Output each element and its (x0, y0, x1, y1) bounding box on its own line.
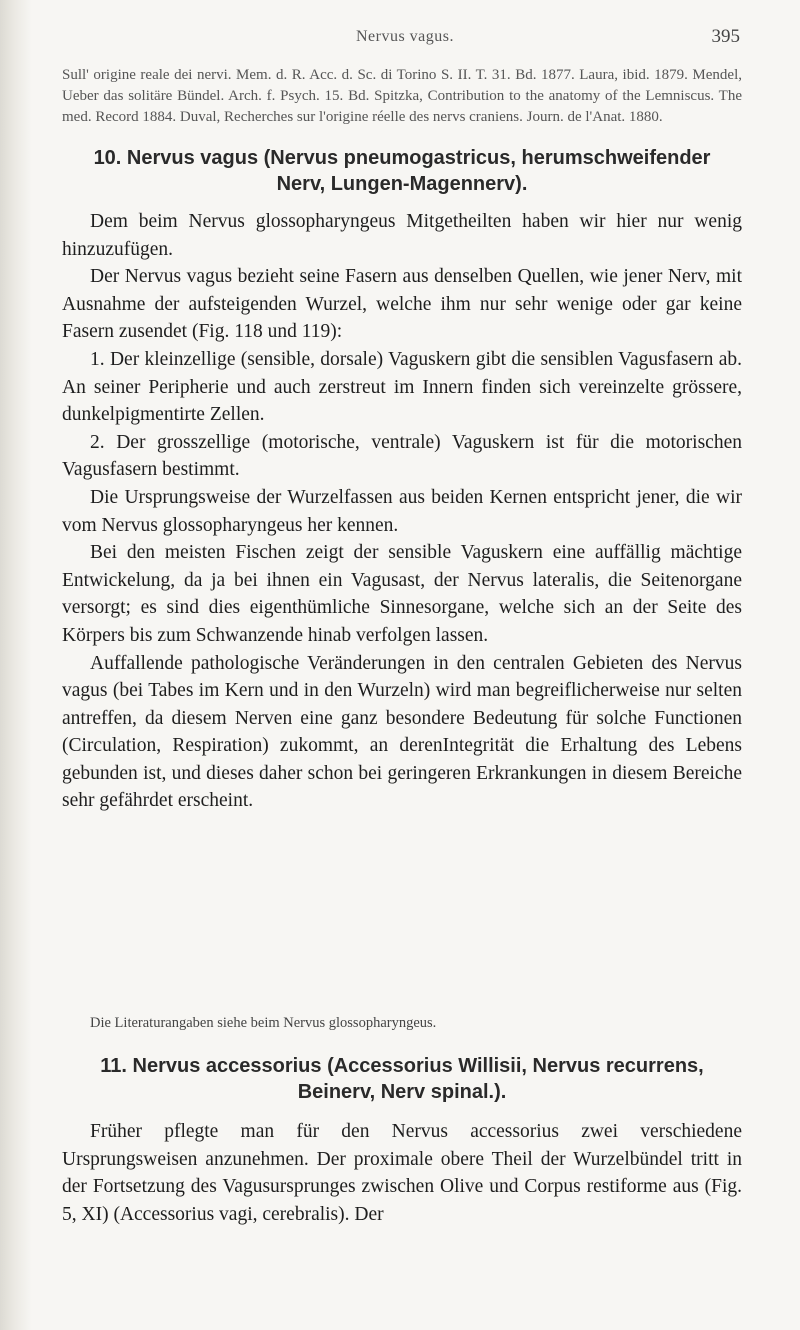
paragraph: 1. Der kleinzellige (sensible, dorsale) Vaguskern gibt die sensiblen Vagusfasern ab. An seiner Peripherie und auch zerstreut im Innern finden sich vereinzelte grössere, dunkelpigmentirte Zellen. (62, 348, 742, 426)
paragraph: Auffallende pathologische Veränderungen in den centralen Gebieten des Nervus vagus (bei Tabes im Kern und in den Wurzeln) wird man begreiflicherweise nur selten antreffen, da diesem Nerven eine ganz besondere Bedeutung für solche Functionen (Circulation, Respiration) zukommt, an derenIntegrität die Erhaltung des Lebens gebunden ist, und dieses daher schon bei geringeren Erkrankungen in diesem Bereiche sehr gefährdet erscheint. (62, 652, 742, 812)
section-10-heading-line-1: 10. Nervus vagus (Nervus pneumogastricus, herumschweifender (93, 147, 711, 169)
section-11-heading-line-1: 11. Nervus accessorius (Accessorius Willisii, Nervus recurrens, (100, 1055, 704, 1077)
paragraph: Bei den meisten Fischen zeigt der sensible Vaguskern eine auffällig mächtige Entwickelung, da ja bei ihnen ein Vagusast, der Nervus lateralis, die Seitenorgane versorgt; es sind dies eigenthümliche Sinnesorgane, welche sich an der Seite des Körpers bis zum Schwanzende hinab verfolgen lassen. (62, 542, 742, 646)
section-10-heading (62, 145, 742, 197)
paragraph: Früher pflegte man für den Nervus accessorius zwei verschiedene Ursprungsweisen anzunehmen. Der proximale obere Theil der Wurzelbündel tritt in der Fortsetzung des Vagusursprunges zwischen Olive und Corpus restiforme aus (Fig. 5, XI) (Accessorius vagi, cerebralis). Der (62, 1121, 742, 1225)
page-gutter-shadow (0, 0, 32, 1330)
reference-list: Sull' origine reale dei nervi. Mem. d. R. Acc. d. Sc. di Torino S. II. T. 31. Bd. 1877. Laura, ibid. 1879. Mendel, Ueber das solitäre Bündel. Arch. f. Psych. 15. Bd. Spitzka, Contribution to the anatomy of the Lemniscus. The med. Record 1884. Duval, Recherches sur l'origine réelle des nervs craniens. Journ. de l'Anat. 1880. (62, 67, 742, 125)
paragraph: Dem beim Nervus glossopharyngeus Mitgetheilten haben wir hier nur wenig hinzuzufügen. (62, 211, 742, 260)
literature-note: Die Literaturangaben siehe beim Nervus glossopharyngeus. (90, 1015, 437, 1031)
section-11-body (62, 1118, 742, 1228)
page-number: 395 (711, 26, 740, 47)
page-header (70, 28, 740, 52)
paragraph: Die Ursprungsweise der Wurzelfassen aus beiden Kernen entspricht jener, die wir vom Nervus glossopharyngeus her kennen. (62, 486, 742, 536)
paragraph: Der Nervus vagus bezieht seine Fasern aus denselben Quellen, wie jener Nerv, mit Ausnahme der aufsteigenden Wurzel, welche ihm nur sehr wenige oder gar keine Fasern zusendet (Fig. 118 und 119): (62, 266, 742, 343)
section-10-body (62, 208, 742, 815)
paragraph: 2. Der grosszellige (motorische, ventrale) Vaguskern ist für die motorischen Vagusfasern bestimmt. (62, 431, 742, 481)
section-11-heading-line-2: Beinerv, Nerv spinal.). (297, 1081, 507, 1103)
section-10-heading-line-2: Nerv, Lungen-Magennerv). (276, 173, 528, 195)
section-11-heading (62, 1053, 742, 1105)
running-title: Nervus vagus. (355, 28, 455, 45)
